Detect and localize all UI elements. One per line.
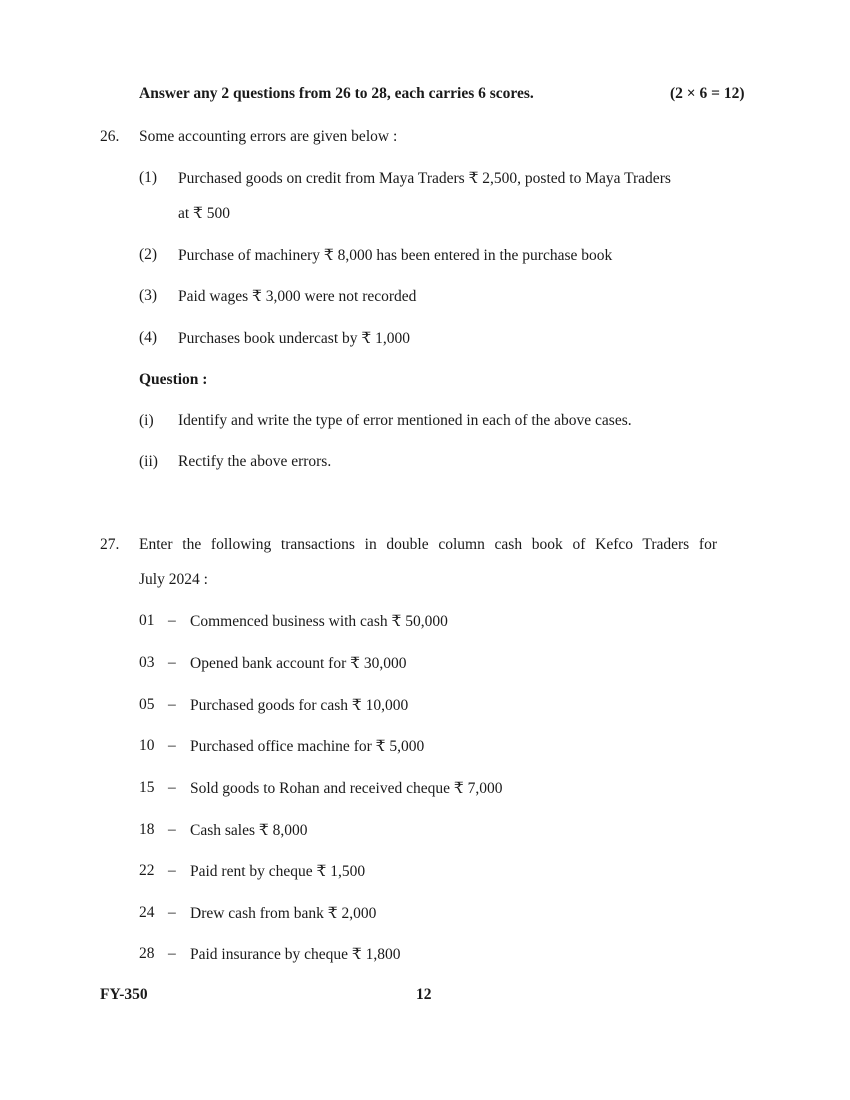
transaction-date: 05 — [139, 696, 155, 713]
question-27-intro: Enter the following transactions in double column cash book of Kefco Traders for — [139, 536, 717, 553]
transaction-text: Sold goods to Rohan and received cheque ₹ 7,000 — [190, 780, 503, 797]
transaction-dash: – — [168, 821, 176, 838]
transaction-dash: – — [168, 654, 176, 671]
transaction-dash: – — [168, 862, 176, 879]
transaction-text: Cash sales ₹ 8,000 — [190, 822, 308, 839]
error-4-text: Purchases book undercast by ₹ 1,000 — [178, 330, 410, 347]
transaction-text: Paid insurance by cheque ₹ 1,800 — [190, 946, 401, 963]
transaction-dash: – — [168, 779, 176, 796]
question-27-number: 27. — [100, 536, 120, 553]
question-26-intro: Some accounting errors are given below : — [139, 128, 398, 145]
question-label: Question : — [139, 371, 208, 388]
transaction-dash: – — [168, 737, 176, 754]
subquestion-i-text: Identify and write the type of error mentioned in each of the above cases. — [178, 412, 632, 429]
subquestion-ii-text: Rectify the above errors. — [178, 453, 332, 470]
transaction-text: Purchased office machine for ₹ 5,000 — [190, 738, 425, 755]
transaction-text: Paid rent by cheque ₹ 1,500 — [190, 863, 366, 880]
transaction-date: 28 — [139, 945, 155, 962]
instruction-marks: (2 × 6 = 12) — [670, 85, 745, 102]
error-3-text: Paid wages ₹ 3,000 were not recorded — [178, 288, 417, 305]
transaction-text: Purchased goods for cash ₹ 10,000 — [190, 697, 409, 714]
error-4-index: (4) — [139, 329, 158, 346]
transaction-date: 22 — [139, 862, 155, 879]
transaction-dash: – — [168, 696, 176, 713]
transaction-date: 10 — [139, 737, 155, 754]
transaction-date: 01 — [139, 612, 155, 629]
transaction-text: Commenced business with cash ₹ 50,000 — [190, 613, 448, 630]
instruction-text: Answer any 2 questions from 26 to 28, each carries 6 scores. — [139, 85, 534, 102]
transaction-text: Opened bank account for ₹ 30,000 — [190, 655, 407, 672]
transaction-date: 03 — [139, 654, 155, 671]
transaction-dash: – — [168, 945, 176, 962]
transaction-date: 15 — [139, 779, 155, 796]
question-27-intro-cont: July 2024 : — [139, 571, 208, 588]
error-2-index: (2) — [139, 246, 158, 263]
page-number: 12 — [416, 986, 432, 1003]
question-26-number: 26. — [100, 128, 120, 145]
transaction-date: 18 — [139, 821, 155, 838]
error-1-text-cont: at ₹ 500 — [178, 205, 231, 222]
error-1-index: (1) — [139, 169, 158, 186]
subquestion-ii-index: (ii) — [139, 453, 158, 470]
error-3-index: (3) — [139, 287, 158, 304]
transaction-date: 24 — [139, 904, 155, 921]
transaction-dash: – — [168, 904, 176, 921]
error-1-text: Purchased goods on credit from Maya Traders ₹ 2,500, posted to Maya Traders — [178, 170, 671, 187]
transaction-text: Drew cash from bank ₹ 2,000 — [190, 905, 377, 922]
transaction-dash: – — [168, 612, 176, 629]
error-2-text: Purchase of machinery ₹ 8,000 has been entered in the purchase book — [178, 247, 613, 264]
footer-code: FY-350 — [100, 986, 148, 1003]
subquestion-i-index: (i) — [139, 412, 154, 429]
